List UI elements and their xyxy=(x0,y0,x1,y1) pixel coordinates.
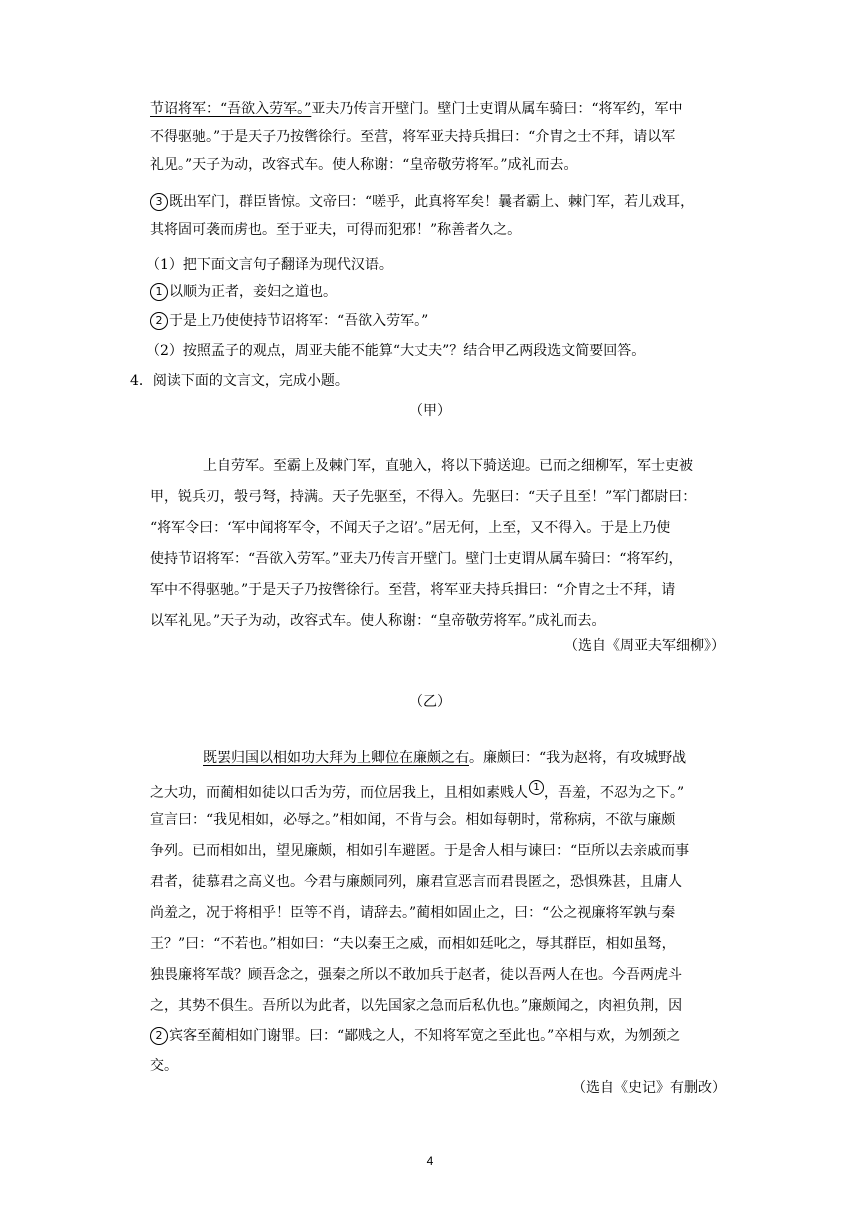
source-note: （选自《史记》有删改） xyxy=(572,1080,726,1096)
yi-line: 争列。已而相如出，望见廉颇，相如引车避匿。于是舍人相与谏曰：“臣所以去亲戚而事 xyxy=(150,843,690,859)
jia-line: 军中不得驱驰。”于是天子乃按辔徐行。至营，将军亚夫持兵揖曰：“介胄之士不拜，请 xyxy=(150,582,676,598)
jia-line: 甲，锐兵刃，彀弓弩，持满。天子先驱至，不得入。先驱曰：“天子且至！”军门都尉曰： xyxy=(150,489,697,505)
text-line: 节诏将军：“吾欲入劳军。”亚夫乃传言开壁门。壁门士吏谓从属车骑曰：“将军约，军中 xyxy=(150,101,683,117)
text-line: 其将固可袭而虏也。至于亚夫，可得而犯邪！”称善者久之。 xyxy=(150,222,522,238)
source-note: （选自《周亚夫军细柳》） xyxy=(564,638,725,654)
jia-line: 以军礼见。”天子为动，改容式车。使人称谢：“皇帝敬劳将军。”成礼而去。 xyxy=(150,613,606,629)
question-1: （1）把下面文言句子翻译为现代汉语。 xyxy=(146,257,393,273)
yi-line: 王？”曰：“不若也。”相如曰：“夫以秦王之威，而相如廷叱之，辱其群臣，相如虽驽， xyxy=(150,936,676,952)
circled-number: 1 xyxy=(150,283,168,301)
yi-line: 2 宾客至蔺相如门谢罪。曰：“鄙贱之人，不知将军宽之至此也。”卒相与欢，为刎颈之 xyxy=(150,1027,680,1045)
section-heading-yi: （乙） xyxy=(409,694,451,710)
yi-line: 宣言曰：“我见相如，必辱之。”相如闻，不肯与会。相如每朝时，常称病，不欲与廉颇 xyxy=(150,812,676,828)
circled-number: 2 xyxy=(150,312,168,330)
yi-line: 之大功，而蔺相如徒以口舌为劳，而位居我上，且相如素贱人 1 ，吾羞，不忍为之下。” xyxy=(150,782,685,801)
page-number: 4 xyxy=(426,1154,434,1168)
question-1b: 2 于是上乃使使持节诏将军：“吾欲入劳军。” xyxy=(150,312,428,330)
yi-line: 独畏廉将军哉？顾吾念之，强秦之所以不敢加兵于赵者，徒以吾两人在也。今吾两虎斗 xyxy=(150,967,682,983)
underlined-sentence: 既罢归国以相如功大拜为上卿位在廉颇之右 xyxy=(203,750,469,766)
yi-line: 尚羞之，况于将相乎！臣等不肖，请辞去。”蔺相如固止之，曰：“公之视廉将军孰与秦 xyxy=(150,905,676,921)
question-1a: 1 以顺为正者，妾妇之道也。 xyxy=(150,283,337,301)
footnote-marker: 1 xyxy=(529,780,544,795)
text-line: 礼见。”天子为动，改容式车。使人称谢：“皇帝敬劳将军。”成礼而去。 xyxy=(150,157,578,173)
jia-line: “将军令曰：‘军中闻将军令，不闻天子之诏’。”居无何，上至，又不得入。于是上乃使 xyxy=(150,520,671,536)
yi-line: 之，其势不俱生。吾所以为此者，以先国家之急而后私仇也。”廉颇闻之，肉袒负荆，因 xyxy=(150,998,683,1014)
jia-line: 使持节诏将军：“吾欲入劳军。”亚夫乃传言开壁门。壁门士吏谓从属车骑曰：“将军约， xyxy=(150,551,683,567)
circled-number: 3 xyxy=(150,193,168,211)
text-line: 3 既出军门，群臣皆惊。文帝曰：“嗟乎，此真将军矣！曩者霸上、棘门军，若儿戏耳， xyxy=(150,193,694,211)
question-4-title: 4．阅读下面的文言文，完成小题。 xyxy=(130,373,349,389)
yi-line: 交。 xyxy=(150,1058,178,1074)
underlined-phrase: 节诏将军：“吾欲入劳军。” xyxy=(150,101,312,117)
circled-number: 2 xyxy=(150,1027,168,1045)
text-line: 不得驱驰。”于是天子乃按辔徐行。至营，将军亚夫持兵揖曰：“介胄之士不拜，请以军 xyxy=(150,129,676,145)
yi-line: 君者，徒慕君之高义也。今君与廉颇同列，廉君宣恶言而君畏匿之，恐惧殊甚，且庸人 xyxy=(150,874,682,890)
section-heading-jia: （甲） xyxy=(409,403,451,419)
yi-line: 既罢归国以相如功大拜为上卿位在廉颇之右。廉颇曰：“我为赵将，有攻城野战 xyxy=(203,750,687,766)
question-2: （2）按照孟子的观点，周亚夫能不能算“大丈夫”？结合甲乙两段选文简要回答。 xyxy=(146,343,646,359)
jia-line: 上自劳军。至霸上及棘门军，直驰入，将以下骑送迎。已而之细柳军，军士吏被 xyxy=(203,458,693,474)
